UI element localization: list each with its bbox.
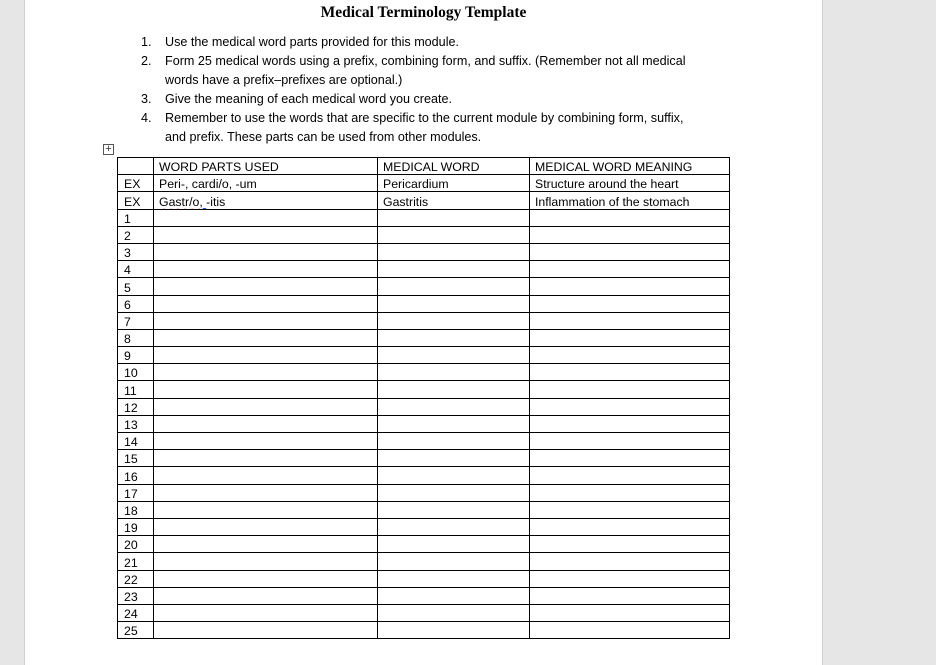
table-row	[118, 364, 730, 381]
row-number[interactable]: 20	[118, 536, 154, 553]
row-number[interactable]: 16	[118, 467, 154, 484]
medical-word-cell[interactable]: Pericardium	[378, 175, 530, 192]
meaning-cell[interactable]	[530, 622, 730, 639]
word-parts-cell[interactable]: Peri-, cardi/o, -um	[154, 175, 378, 192]
header-cell-index[interactable]	[118, 158, 154, 175]
medical-word-cell[interactable]	[378, 209, 530, 226]
meaning-cell[interactable]	[530, 570, 730, 587]
meaning-cell[interactable]	[530, 209, 730, 226]
meaning-cell[interactable]	[530, 450, 730, 467]
table-row	[118, 484, 730, 501]
row-number[interactable]: 5	[118, 278, 154, 295]
table-row	[118, 415, 730, 432]
medical-word-cell[interactable]	[378, 536, 530, 553]
word-parts-cell[interactable]	[154, 192, 378, 209]
table-row	[118, 570, 730, 587]
table-row	[118, 381, 730, 398]
word-parts-cell[interactable]	[154, 312, 378, 329]
row-number[interactable]: 19	[118, 518, 154, 535]
header-cell-word-parts[interactable]: WORD PARTS USED	[154, 158, 378, 175]
medical-word-cell[interactable]	[378, 243, 530, 260]
medical-word-cell[interactable]	[378, 381, 530, 398]
word-parts-cell[interactable]	[154, 278, 378, 295]
medical-word-cell[interactable]	[378, 570, 530, 587]
meaning-cell[interactable]	[530, 243, 730, 260]
row-number[interactable]: 14	[118, 433, 154, 450]
meaning-cell[interactable]	[530, 467, 730, 484]
instruction-number: 2.	[141, 54, 152, 68]
table-row	[118, 536, 730, 553]
meaning-cell[interactable]	[530, 587, 730, 604]
word-parts-cell[interactable]	[154, 347, 378, 364]
word-parts-cell[interactable]	[154, 450, 378, 467]
meaning-cell[interactable]	[530, 295, 730, 312]
word-parts-cell[interactable]	[154, 381, 378, 398]
table-row	[118, 467, 730, 484]
word-parts-cell[interactable]	[154, 553, 378, 570]
table-row	[118, 295, 730, 312]
instruction-item	[141, 90, 741, 109]
row-number[interactable]: 18	[118, 501, 154, 518]
row-number[interactable]: 21	[118, 553, 154, 570]
medical-word-cell[interactable]	[378, 364, 530, 381]
table-row	[118, 243, 730, 260]
medical-word-cell[interactable]	[378, 467, 530, 484]
instruction-item	[141, 33, 741, 52]
meaning-cell[interactable]	[530, 536, 730, 553]
meaning-cell[interactable]	[530, 347, 730, 364]
instruction-number: 1.	[141, 35, 152, 49]
word-parts-cell[interactable]	[154, 604, 378, 621]
medical-word-cell[interactable]	[378, 226, 530, 243]
word-parts-cell[interactable]	[154, 209, 378, 226]
table-move-handle[interactable]: +	[103, 144, 114, 155]
word-parts-cell[interactable]	[154, 484, 378, 501]
instruction-text: words have a prefix–prefixes are optional.)	[165, 73, 403, 87]
word-parts-cell[interactable]	[154, 243, 378, 260]
table-row	[118, 226, 730, 243]
word-parts-cell[interactable]	[154, 622, 378, 639]
row-number[interactable]: 17	[118, 484, 154, 501]
table-row	[118, 312, 730, 329]
medical-word-cell[interactable]	[378, 553, 530, 570]
medical-word-cell[interactable]	[378, 261, 530, 278]
meaning-cell[interactable]	[530, 312, 730, 329]
row-number[interactable]: 3	[118, 243, 154, 260]
row-number[interactable]: 8	[118, 329, 154, 346]
table-row	[118, 501, 730, 518]
row-label[interactable]: EX	[118, 175, 154, 192]
row-number[interactable]: 9	[118, 347, 154, 364]
table-row	[118, 347, 730, 364]
medical-word-cell[interactable]	[378, 278, 530, 295]
table-row	[118, 604, 730, 621]
word-parts-cell[interactable]	[154, 226, 378, 243]
row-number[interactable]: 6	[118, 295, 154, 312]
row-number[interactable]: 25	[118, 622, 154, 639]
word-parts-cell[interactable]	[154, 329, 378, 346]
row-number[interactable]: 1	[118, 209, 154, 226]
word-parts-cell[interactable]	[154, 295, 378, 312]
row-number[interactable]: 12	[118, 398, 154, 415]
instruction-text: and prefix. These parts can be used from other modules.	[165, 130, 482, 144]
medical-word-cell[interactable]	[378, 622, 530, 639]
word-parts-cell[interactable]	[154, 467, 378, 484]
row-number[interactable]: 10	[118, 364, 154, 381]
row-number[interactable]: 7	[118, 312, 154, 329]
instruction-number: 4.	[141, 111, 152, 125]
word-parts-cell[interactable]	[154, 261, 378, 278]
table-row	[118, 622, 730, 639]
instruction-item	[141, 109, 741, 147]
meaning-cell[interactable]	[530, 415, 730, 432]
instruction-item	[141, 52, 741, 90]
table-row	[118, 329, 730, 346]
meaning-cell[interactable]	[530, 501, 730, 518]
medical-word-cell[interactable]	[378, 347, 530, 364]
example-row	[118, 192, 730, 209]
instruction-text: Form 25 medical words using a prefix, combining form, and suffix. (Remember not all medical	[165, 54, 686, 68]
meaning-cell[interactable]	[530, 553, 730, 570]
word-parts-cell[interactable]	[154, 364, 378, 381]
meaning-cell[interactable]	[530, 398, 730, 415]
word-parts-cell[interactable]	[154, 570, 378, 587]
row-number[interactable]: 13	[118, 415, 154, 432]
medical-word-cell[interactable]	[378, 501, 530, 518]
medical-word-cell[interactable]	[378, 312, 530, 329]
row-label[interactable]: EX	[118, 192, 154, 209]
word-part-text: -itis	[206, 194, 226, 209]
document-title: Medical Terminology Template	[320, 4, 527, 21]
table-row	[118, 518, 730, 535]
table-row	[118, 450, 730, 467]
meaning-cell[interactable]	[530, 278, 730, 295]
row-number[interactable]: 22	[118, 570, 154, 587]
medical-word-cell[interactable]	[378, 518, 530, 535]
medical-word-cell[interactable]	[378, 398, 530, 415]
table-row	[118, 261, 730, 278]
spelling-flag: Gastr/o,	[159, 194, 203, 209]
meaning-cell[interactable]	[530, 364, 730, 381]
row-number[interactable]: 2	[118, 226, 154, 243]
header-cell-meaning[interactable]: MEDICAL WORD MEANING	[530, 158, 730, 175]
medical-word-cell[interactable]	[378, 587, 530, 604]
terminology-table	[117, 157, 730, 639]
word-parts-cell[interactable]	[154, 398, 378, 415]
word-parts-cell[interactable]	[154, 415, 378, 432]
meaning-cell[interactable]: Structure around the heart	[530, 175, 730, 192]
row-number[interactable]: 24	[118, 604, 154, 621]
medical-word-cell[interactable]	[378, 433, 530, 450]
instruction-text: Use the medical word parts provided for this module.	[165, 35, 459, 49]
table-row	[118, 553, 730, 570]
medical-word-cell[interactable]: Gastritis	[378, 192, 530, 209]
example-row	[118, 175, 730, 192]
word-parts-cell[interactable]	[154, 518, 378, 535]
table-row	[118, 398, 730, 415]
meaning-cell[interactable]	[530, 329, 730, 346]
instruction-number: 3.	[141, 92, 152, 106]
document-page	[24, 0, 823, 665]
meaning-cell[interactable]	[530, 381, 730, 398]
medical-word-cell[interactable]	[378, 450, 530, 467]
table-row	[118, 209, 730, 226]
instruction-text: Give the meaning of each medical word you create.	[165, 92, 453, 106]
table-row	[118, 278, 730, 295]
word-parts-cell[interactable]	[154, 501, 378, 518]
medical-word-cell[interactable]	[378, 415, 530, 432]
meaning-cell[interactable]: Inflammation of the stomach	[530, 192, 730, 209]
meaning-cell[interactable]	[530, 433, 730, 450]
table-row	[118, 433, 730, 450]
word-parts-cell[interactable]	[154, 587, 378, 604]
row-number[interactable]: 11	[118, 381, 154, 398]
instruction-text: Remember to use the words that are specific to the current module by combining form, suffix,	[165, 111, 684, 125]
instruction-list	[141, 33, 741, 147]
row-number[interactable]: 4	[118, 261, 154, 278]
medical-word-cell[interactable]	[378, 329, 530, 346]
row-number[interactable]: 23	[118, 587, 154, 604]
meaning-cell[interactable]	[530, 226, 730, 243]
header-cell-medical-word[interactable]: MEDICAL WORD	[378, 158, 530, 175]
word-parts-cell[interactable]	[154, 536, 378, 553]
medical-word-cell[interactable]	[378, 484, 530, 501]
meaning-cell[interactable]	[530, 518, 730, 535]
medical-word-cell[interactable]	[378, 604, 530, 621]
word-parts-cell[interactable]	[154, 433, 378, 450]
meaning-cell[interactable]	[530, 261, 730, 278]
table-header-row	[118, 158, 730, 175]
table-row	[118, 587, 730, 604]
meaning-cell[interactable]	[530, 604, 730, 621]
row-number[interactable]: 15	[118, 450, 154, 467]
meaning-cell[interactable]	[530, 484, 730, 501]
medical-word-cell[interactable]	[378, 295, 530, 312]
